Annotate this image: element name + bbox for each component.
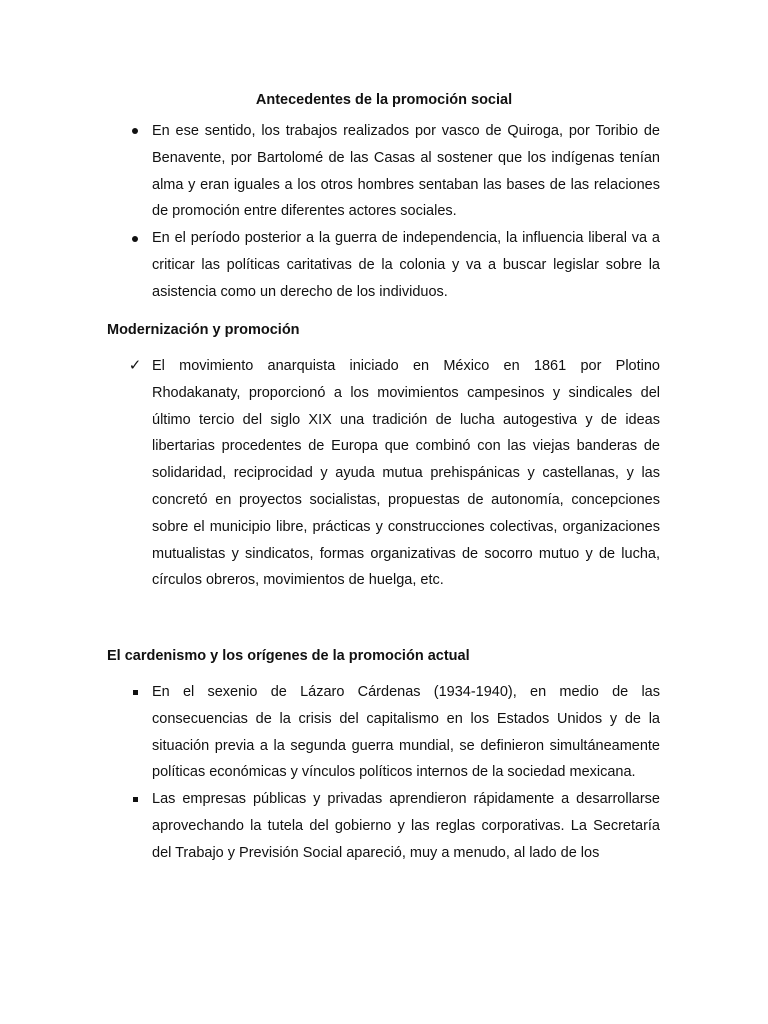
list-item bbox=[0, 118, 768, 225]
section-title-cardenismo: El cardenismo y los orígenes de la promoción actual bbox=[107, 648, 470, 664]
paragraph: Las empresas públicas y privadas aprendieron rápidamente a desarrollarse aprovechando la tutela del gobierno y las reglas corporativas. La Secretaría del Trabajo y Previsión Social apareció, muy a menudo, al lado de los bbox=[152, 791, 660, 861]
bullet-dot-icon bbox=[126, 225, 144, 252]
list-item bbox=[0, 679, 768, 786]
paragraph: En ese sentido, los trabajos realizados por vasco de Quiroga, por Toribio de Benavente, por Bartolomé de las Casas al sostener que los indígenas tenían alma y eran iguales a los otros hombres sentaban las bases de las relaciones de promoción entre diferentes actores sociales. bbox=[152, 123, 660, 220]
bullet-square-icon bbox=[126, 786, 144, 813]
check-list-modernizacion bbox=[0, 353, 768, 594]
list-item bbox=[0, 225, 768, 305]
bullet-list-antecedentes bbox=[0, 118, 768, 306]
list-item bbox=[0, 786, 768, 866]
bullet-square-icon bbox=[126, 679, 144, 706]
section-title-modernizacion: Modernización y promoción bbox=[107, 322, 300, 338]
paragraph: En el sexenio de Lázaro Cárdenas (1934-1940), en medio de las consecuencias de la crisis del capitalismo en los Estados Unidos y de la situación previa a la segunda guerra mundial, se definieron simultáneamente políticas económicas y vínculos políticos internos de la sociedad mexicana. bbox=[152, 684, 660, 781]
paragraph: El movimiento anarquista iniciado en México en 1861 por Plotino Rhodakanaty, proporcionó a los movimientos campesinos y sindicales del último tercio del siglo XIX una tradición de lucha autogestiva y de ideas libertarias procedentes de Europa que combinó con las viejas banderas de solidaridad, reciprocidad y ayuda mutua prehispánicas y castellanas, y las concretó en proyectos socialistas, propuestas de autonomía, concepciones sobre el municipio libre, prácticas y construcciones colectivas, organizaciones mutualistas y sindicatos, formas organizativas de socorro mutuo y de lucha, círculos obreros, movimientos de huelga, etc. bbox=[152, 358, 660, 589]
checkmark-icon: ✓ bbox=[128, 357, 142, 374]
paragraph: En el período posterior a la guerra de independencia, la influencia liberal va a criticar las políticas caritativas de la colonia y va a buscar legislar sobre la asistencia como un derecho de los individuos. bbox=[152, 230, 660, 300]
square-list-cardenismo bbox=[0, 679, 768, 867]
list-item bbox=[0, 353, 768, 594]
bullet-dot-icon bbox=[126, 118, 144, 145]
section-title-antecedentes: Antecedentes de la promoción social bbox=[255, 92, 513, 108]
